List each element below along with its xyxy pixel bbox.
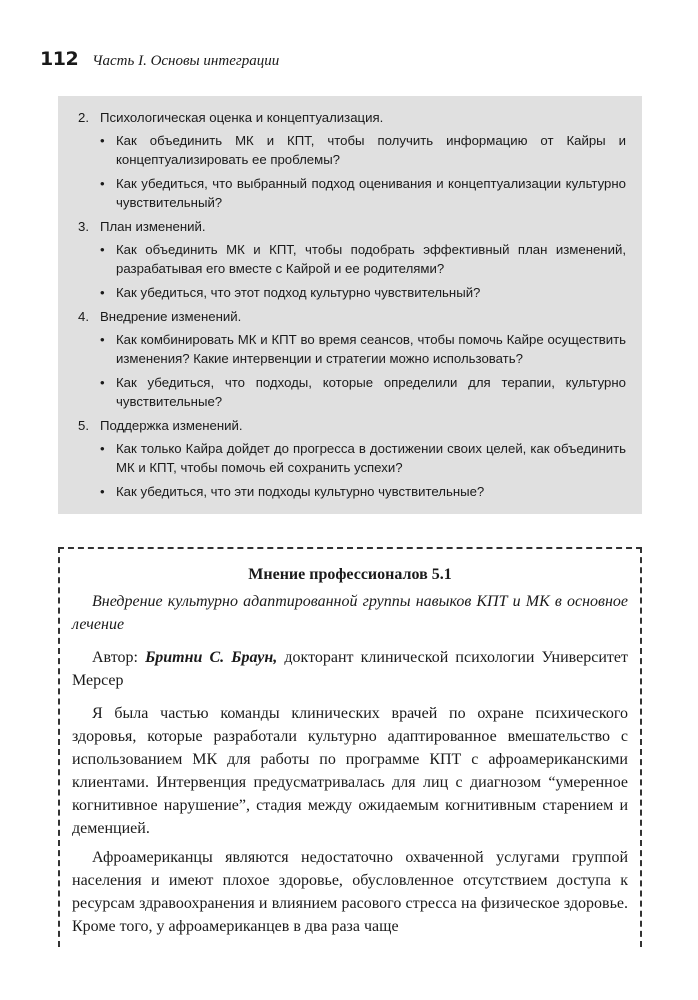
bullet-text: Как комбинировать МК и КПТ во время сеансов, чтобы помочь Кайре осуществить изменения? Какие интервенции и стратегии можно использовать? [116,332,626,366]
bullet-text: Как объединить МК и КПТ, чтобы подобрать эффективный план изменений, разрабатывая его вместе с Кайрой и ее родителями? [116,242,626,276]
bullet-item [78,283,626,302]
step-number: 5. [78,418,89,433]
bullet-item [78,330,626,368]
step-title-text: Психологическая оценка и концептуализация. [100,110,384,125]
step-title [78,217,626,236]
step-item [78,416,626,501]
step-title-text: План изменений. [100,219,206,234]
bullet-icon: • [100,484,105,499]
author-affiliation: докторант клинической психологии Университет Мерсер [72,649,628,689]
step-title-text: Внедрение изменений. [100,309,242,324]
bullet-icon: • [100,441,105,456]
questions-box [58,96,642,514]
step-title [78,416,626,435]
author-name: Бритни С. Браун, [145,649,278,666]
step-title [78,108,626,127]
bullet-item [78,131,626,169]
step-number: 4. [78,309,89,324]
bullet-text: Как объединить МК и КПТ, чтобы получить информацию от Кайры и концептуализировать ее проблемы? [116,133,626,167]
bullet-item [78,240,626,278]
bullet-icon: • [100,176,105,191]
author-line [72,646,628,692]
step-number: 2. [78,110,89,125]
bullet-icon: • [100,375,105,390]
step-item [78,217,626,302]
page-number: 112 [40,48,79,70]
bullet-text: Как убедиться, что выбранный подход оценивания и концептуализации культурно чувствительный? [116,176,626,210]
step-title-text: Поддержка изменений. [100,418,243,433]
step-item [78,108,626,212]
step-title [78,307,626,326]
expert-opinion-box [58,547,642,947]
bullet-icon: • [100,133,105,148]
bullet-item [78,439,626,477]
bullet-text: Как убедиться, что эти подходы культурно чувствительные? [116,484,485,499]
page-header [40,48,279,70]
bullet-icon: • [100,285,105,300]
author-prefix: Автор: [92,649,146,666]
body-paragraph: Афроамериканцы являются недостаточно охваченной услугами группой населения и имеют плохое здоровье, обусловленное отсутствием доступа к ресурсам здравоохранения и влиянием расового стресса на физическое здоровье. Кроме того, у афроамериканцев в два раза чаще [72,849,628,935]
bullet-icon: • [100,242,105,257]
bullet-icon: • [100,332,105,347]
bullet-item [78,373,626,411]
expert-box-title: Мнение профессионалов 5.1 [248,566,452,583]
step-number: 3. [78,219,89,234]
step-item [78,307,626,411]
bullet-text: Как убедиться, что этот подход культурно чувствительный? [116,285,481,300]
bullet-item [78,482,626,501]
expert-box-subtitle: Внедрение культурно адаптированной группы навыков КПТ и МК в основное лечение [72,593,628,633]
bullet-text: Как только Кайра дойдет до прогресса в достижении своих целей, как объединить МК и КПТ, чтобы помочь ей сохранить успехи? [116,441,626,475]
running-head: Часть I. Основы интеграции [92,53,280,69]
body-paragraph: Я была частью команды клинических врачей по охране психического здоровья, которые разработали культурно адаптированное вмешательство с использованием МК для работы по программе КПТ с афроамериканскими клиентами. Интервенция предусматривалась для лиц с диагнозом “умеренное когнитивное нарушение”, стадия между ожидаемым когнитивным старением и деменцией. [72,705,628,837]
bullet-text: Как убедиться, что подходы, которые определили для терапии, культурно чувствительные? [116,375,626,409]
bullet-item [78,174,626,212]
